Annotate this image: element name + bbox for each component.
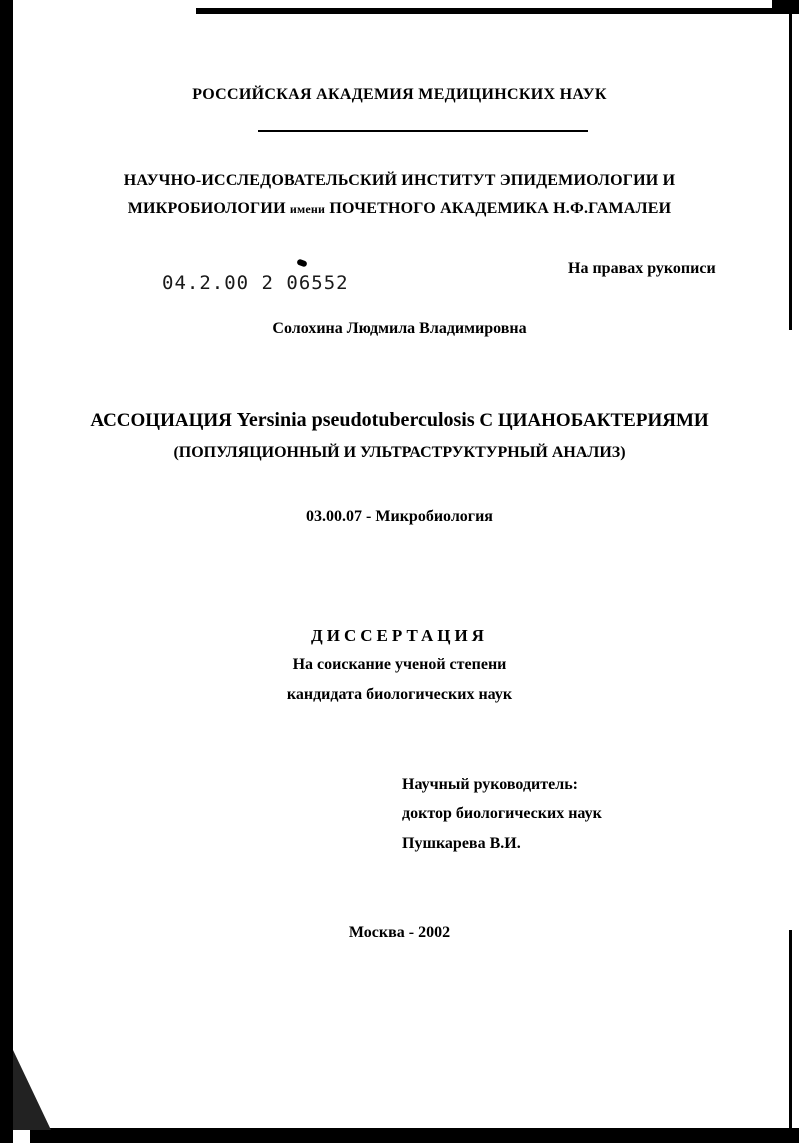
supervisor-name: Пушкарева В.И. (402, 835, 521, 852)
institute-line-2-part-b: имени (289, 202, 326, 216)
work-type-heading: ДИССЕРТАЦИЯ (311, 626, 488, 645)
degree-line-2: кандидата биологических наук (286, 686, 513, 703)
scan-border-bottom (30, 1128, 799, 1143)
institute-line-2 (0, 200, 799, 218)
scan-border-top-right (772, 0, 799, 14)
scan-corner-shadow (13, 1050, 51, 1130)
stamp-ink-mark (296, 258, 307, 267)
rights-note: На правах рукописи (568, 260, 716, 277)
scan-border-top (196, 8, 786, 14)
thesis-title-line-2: (ПОПУЛЯЦИОННЫЙ И УЛЬТРАСТРУКТУРНЫЙ АНАЛИЗ) (173, 444, 626, 461)
institute-line-1: НАУЧНО-ИССЛЕДОВАТЕЛЬСКИЙ ИНСТИТУТ ЭПИДЕМИОЛОГИИ И (123, 172, 676, 189)
degree-line-1: На соискание ученой степени (292, 656, 507, 673)
institute-line-2-part-c: ПОЧЕТНОГО АКАДЕМИКА Н.Ф.ГАМАЛЕИ (329, 200, 672, 217)
institute-line-2-part-a: МИКРОБИОЛОГИИ (127, 200, 286, 217)
title-suffix: С ЦИАНОБАКТЕРИЯМИ (479, 410, 709, 431)
scan-border-right-lower (789, 930, 792, 1130)
scan-border-right-upper (789, 10, 792, 330)
title-prefix: АССОЦИАЦИЯ (90, 410, 232, 431)
thesis-title-line-1 (0, 409, 799, 432)
city-year: Москва - 2002 (348, 924, 451, 941)
specialty-code: 03.00.07 - Микробиология (306, 508, 493, 525)
academy-name: РОССИЙСКАЯ АКАДЕМИЯ МЕДИЦИНСКИХ НАУК (192, 86, 607, 103)
supervisor-label: Научный руководитель: (402, 776, 578, 793)
archive-stamp-number: 04.2.00 2 06552 (162, 272, 349, 294)
title-latin: Yersinia pseudotuberculosis (236, 409, 475, 431)
supervisor-degree: доктор биологических наук (402, 805, 602, 822)
author-name: Солохина Людмила Владимировна (272, 320, 527, 337)
header-divider (258, 130, 588, 132)
